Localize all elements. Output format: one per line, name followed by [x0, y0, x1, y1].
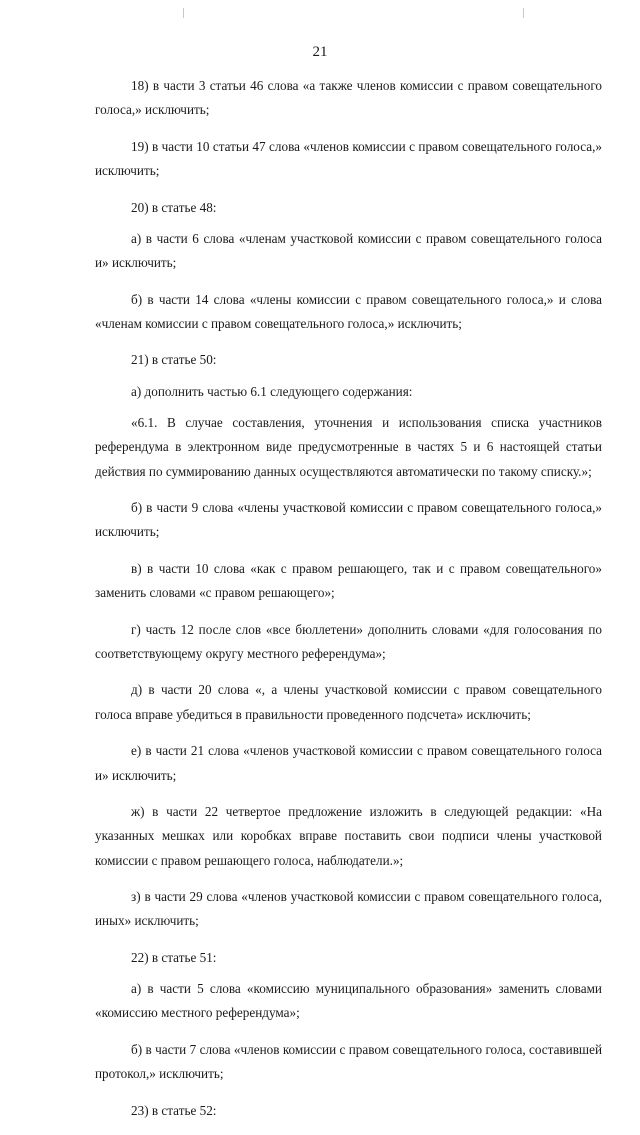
paragraph-21-quote: «6.1. В случае составления, уточнения и использования списка участников референдума в электронном виде предусмотренные в частях 5 и 6 настоящей статьи действия по суммированию данных осуществляются автоматически по такому списку.»;	[95, 415, 602, 479]
scan-tick-right	[523, 8, 524, 18]
paragraph-21-d: д) в части 20 слова «, а члены участковой комиссии с правом совещательного голоса вправе убедиться в правильности проведенного подсчета» исключить;	[95, 682, 602, 722]
paragraph-19: 19) в части 10 статьи 47 слова «членов комиссии с правом совещательного голоса,» исключить;	[95, 138, 602, 179]
paragraph-22: 22) в статье 51:	[131, 949, 217, 965]
paragraph-22-a: а) в части 5 слова «комиссию муниципального образования» заменить словами «комиссию местного референдума»;	[95, 981, 602, 1021]
paragraph-22-b: б) в части 7 слова «членов комиссии с правом совещательного голоса, составившей протокол,» исключить;	[95, 1041, 602, 1082]
paragraph-21-z: з) в части 29 слова «членов участковой комиссии с правом совещательного голоса, иных» исключить;	[95, 889, 602, 929]
paragraph-21-a: а) дополнить частью 6.1 следующего содержания:	[131, 383, 413, 399]
paragraph-21-zh: ж) в части 22 четвертое предложение изложить в следующей редакции: «На указанных мешках или коробках вправе поставить свои подписи члены участковой комиссии с правом решающего голоса, наблюдатели.»;	[95, 804, 602, 868]
paragraph-20: 20) в статье 48:	[131, 199, 217, 215]
document-body	[95, 74, 602, 1135]
paragraph-21-b: б) в части 9 слова «члены участковой комиссии с правом совещательного голоса,» исключить;	[95, 500, 602, 540]
page-number: 21	[312, 44, 328, 60]
paragraph-21: 21) в статье 50:	[131, 352, 217, 368]
paragraph-21-e: е) в части 21 слова «членов участковой комиссии с правом совещательного голоса и» исключить;	[95, 743, 602, 783]
paragraph-23: 23) в статье 52:	[131, 1102, 217, 1118]
paragraph-18: 18) в части 3 статьи 46 слова «а также членов комиссии с правом совещательного голоса,» исключить;	[95, 78, 602, 118]
paragraph-21-v: в) в части 10 слова «как с правом решающего, так и с правом совещательного» заменить словами «с правом решающего»;	[95, 560, 602, 601]
scan-tick-left	[183, 8, 184, 18]
paragraph-20-b: б) в части 14 слова «члены комиссии с правом совещательного голоса,» и слова «членам комиссии с правом совещательного голоса,» исключить;	[95, 291, 602, 331]
paragraph-20-a: а) в части 6 слова «членам участковой комиссии с правом совещательного голоса и» исключить;	[95, 230, 602, 271]
paragraph-21-g: г) часть 12 после слов «все бюллетени» дополнить словами «для голосования по соответствующему округу местного референдума»;	[95, 621, 602, 661]
